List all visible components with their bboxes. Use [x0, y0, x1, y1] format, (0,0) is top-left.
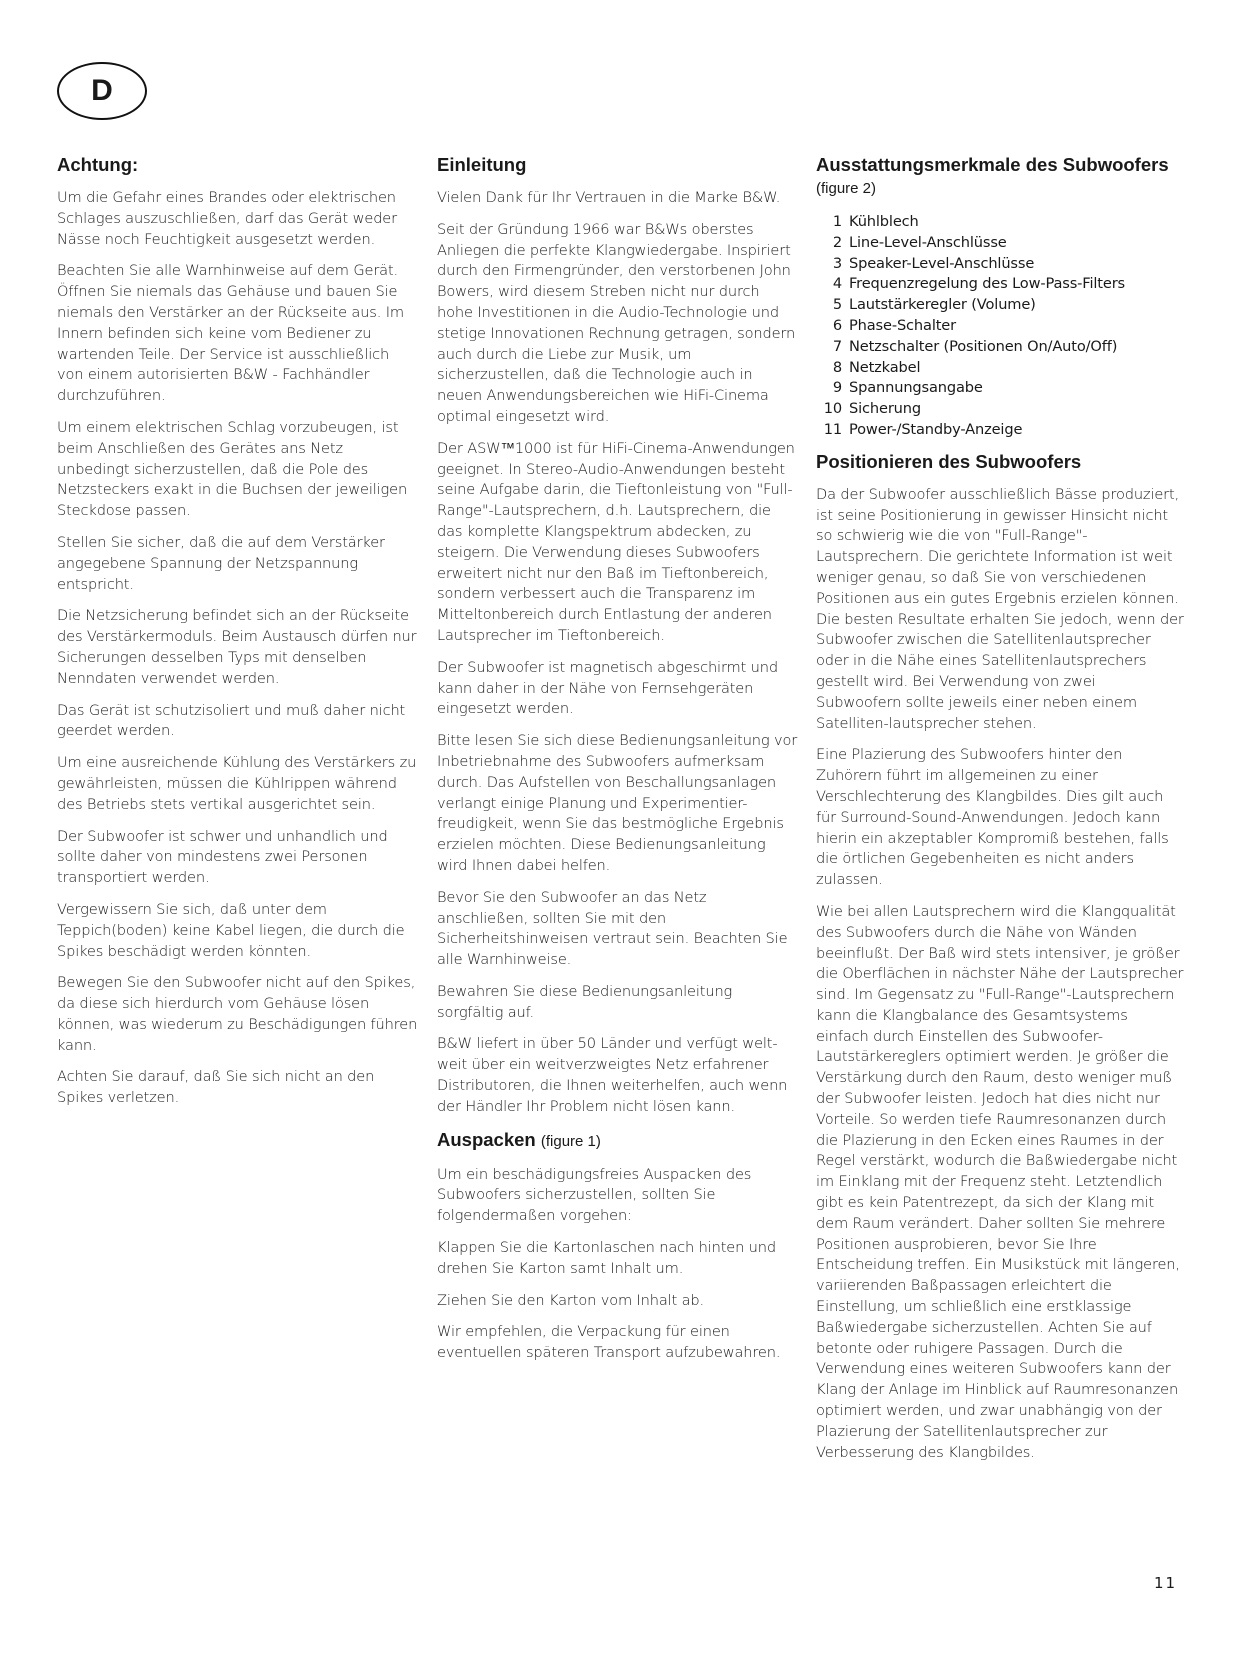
paragraph: Bitte lesen Sie sich diese Bedienungsanleitung vor Inbetriebnahme des Subwoofers aufmerksam durch. Das Aufstellen von Beschallungsanlagen verlangt einige Planung und Experimentier-freudigkeit, wenn Sie das bestmögliche Ergebnis erzielen möchten. Diese Bedienungsanleitung wird Ihnen dabei helfen. [437, 732, 798, 874]
paragraph: Wir empfehlen, die Verpackung für einen eventuellen späteren Transport aufzubewahren. [437, 1323, 781, 1362]
item-label: Line-Level-Anschlüsse [849, 233, 1007, 251]
item-label: Sicherung [849, 400, 921, 418]
figure-ref: (figure 1) [540, 1132, 601, 1150]
item-number: 11 [823, 420, 842, 438]
paragraph: Da der Subwoofer ausschließlich Bässe produziert, ist seine Positionierung in gewisser Hinsicht nicht so schwierig wie die von "Full-Range"-Lautsprechern. Die gerichtete Information ist weit weniger genau, so daß Sie von verschiedenen Positionen aus ein gutes Ergebnis erzielen können. Die besten Resultate erhalten Sie jedoch, wenn der Subwoofer zwischen die Satellitenlautsprecher oder in die Nähe eines Satellitenlautsprechers gestellt wird. Bei Verwendung von zwei Subwoofern sollte jeweils einer neben einem Satelliten-lautsprecher stehen. [816, 485, 1184, 732]
item-number: 10 [823, 400, 842, 418]
page-number: 11 [1154, 1574, 1178, 1592]
paragraph: Bevor Sie den Subwoofer an das Netz anschließen, sollten Sie mit den Sicherheitshinweisen vertraut sein. Beachten Sie alle Warnhinweise. [437, 888, 788, 969]
item-label: Kühlblech [849, 213, 919, 230]
paragraph: Klappen Sie die Kartonlaschen nach hinten und drehen Sie Karton samt Inhalt um. [437, 1239, 776, 1277]
list-item [816, 233, 1184, 254]
list-item [816, 399, 1184, 420]
paragraph: Eine Plazierung des Subwoofers hinter den Zuhörern führt im allgemeinen zu einer Verschlechterung des Klangbildes. Dies gilt auch für Surround-Sound-Anwendungen. Jedoch kann hierin ein akzeptabler Kompromiß bestehen, falls die örtlichen Gegebenheiten es nicht anders zulassen. [816, 746, 1169, 889]
paragraph: Die Netzsicherung befindet sich an der Rückseite des Verstärkermoduls. Beim Austausch dürfen nur Sicherungen desselben Typs mit denselben Nenndaten verwendet werden. [57, 607, 417, 687]
paragraph: Achten Sie darauf, daß Sie sich nicht an den Spikes verletzen. [57, 1068, 375, 1107]
item-number: 1 [832, 213, 842, 230]
item-number: 8 [832, 358, 842, 376]
item-label: Frequenzregelung des Low-Pass-Filters [849, 275, 1125, 293]
heading-einleitung: Einleitung [437, 154, 527, 175]
list-item [816, 274, 1184, 295]
heading-auspacken [437, 1129, 799, 1153]
paragraph: Der Subwoofer ist magnetisch abgeschirmt und kann daher in der Nähe von Fernsehgeräten eingesetzt werden. [437, 658, 778, 718]
paragraph: Stellen Sie sicher, daß die auf dem Verstärker angegebene Spannung der Netzspannung entspricht. [57, 533, 385, 593]
paragraph: Beachten Sie alle Warnhinweise auf dem Gerät. Öffnen Sie niemals das Gehäuse und bauen Sie niemals den Verstärker an der Rückseite aus. Im Innern befinden sich keine vom Bediener zu wartenden Teile. Der Service ist ausschließlich von einem autorisierten B&W - Fachhändler durchzuführen. [57, 262, 404, 405]
heading-achtung: Achtung: [57, 154, 139, 175]
item-label: Speaker-Level-Anschlüsse [849, 254, 1035, 272]
list-item [816, 420, 1184, 441]
paragraph: Um einem elektrischen Schlag vorzubeugen, ist beim Anschließen des Gerätes ans Netz unbedingt sicherzustellen, daß die Pole des Netzsteckers exakt in die Buchsen der jeweiligen Steckdose passen. [57, 418, 408, 520]
item-number: 9 [832, 379, 842, 397]
paragraph: Das Gerät ist schutzisoliert und muß daher nicht geerdet werden. [57, 701, 406, 740]
item-label: Netzschalter (Positionen On/Auto/Off) [849, 337, 1118, 355]
item-number: 3 [832, 254, 842, 272]
heading-positionieren: Positionieren des Subwoofers [816, 450, 1082, 472]
item-label: Lautstärkeregler (Volume) [849, 296, 1036, 314]
paragraph: Um eine ausreichende Kühlung des Verstärkers zu gewährleisten, müssen die Kühlrippen während des Betriebs stets vertikal ausgerichtet sein. [57, 754, 417, 813]
list-item [816, 254, 1184, 275]
item-number: 5 [832, 296, 842, 314]
list-item [816, 212, 1184, 233]
language-badge: D [57, 62, 147, 120]
item-label: Power-/Standby-Anzeige [849, 420, 1023, 438]
list-item [816, 358, 1184, 379]
figure-ref: (figure 2) [816, 180, 877, 197]
paragraph: Wie bei allen Lautsprechern wird die Klangqualität des Subwoofers durch die Nähe von Wänden beeinflußt. Der Baß wird stets intensiver, je größer die Oberflächen in nächster Nähe der Lautsprecher sind. Im Gegensatz zu "Full-Range"-Lautsprechern kann die Klangbalance des Gesamtsystems einfach durch Einstellen des Subwoofer-Lautstärkereglers optimiert werden. Je größer die Verstärkung durch den Raum, desto weniger muß der Subwoofer leisten. Jedoch hat dies nicht nur Vorteile. So werden tiefe Raumresonanzen durch die Plazierung in den Ecken eines Raumes in der Regel verstärkt, wodurch die Baßwiedergabe nicht im Einklang mit der Frequenz steht. Letztendlich gibt es kein Patentrezept, da sich der Klang mit dem Raum verändert. Daher sollten Sie mehrere Positionen ausprobieren, bevor Sie Ihre Entscheidung treffen. Ein Musikstück mit längeren, variierenden Baßpassagen erleichtert die Einstellung, um schließlich eine erstklassige Baßwiedergabe sicherzustellen. Achten Sie auf betonte oder ruhigere Passagen. Durch die Verwendung eines weiteren Subwoofers kann der Klang der Anlage im Hinblick auf Raumresonanzen optimiert werden, und zwar unabhängig von der Plazierung der Satellitenlautsprecher zur Verbesserung des Klangbildes. [816, 902, 1184, 1461]
list-item [816, 295, 1184, 316]
column-achtung [57, 154, 419, 1120]
paragraph: B&W liefert in über 50 Länder und verfügt welt-weit über ein weitverzweigtes Netz erfahrener Distributoren, die Ihnen weiterhelfen, auch wenn der Händler Ihr Problem nicht lösen kann. [437, 1035, 788, 1115]
item-label: Phase-Schalter [849, 316, 956, 334]
column-einleitung [437, 154, 799, 1375]
item-label: Spannungsangabe [849, 379, 983, 397]
paragraph: Um ein beschädigungsfreies Auspacken des Subwoofers sicherzustellen, sollten Sie folgendermaßen vorgehen: [437, 1165, 752, 1225]
paragraph: Vergewissern Sie sich, daß unter dem Teppich(boden) keine Kabel liegen, die durch die Spikes beschädigt werden könnten. [57, 900, 405, 960]
item-number: 6 [832, 316, 842, 334]
item-number: 2 [832, 233, 842, 251]
feature-list [816, 212, 1184, 441]
paragraph: Der ASW™1000 ist für HiFi-Cinema-Anwendungen geeignet. In Stereo-Audio-Anwendungen besteht seine Aufgabe darin, die Tieftonleistung von "Full-Range"-Lautsprechern, d.h. Lautsprechern, die das komplette Klangspektrum abdecken, zu steigern. Die Verwendung dieses Subwoofers erweitert nicht nur den Baß im Tieftonbereich, sondern verbessert auch die Transparenz im Mitteltonbereich durch Entlastung der anderen Lautsprecher im Tieftonbereich. [437, 439, 795, 644]
paragraph: Vielen Dank für Ihr Vertrauen in die Marke B&W. [437, 189, 781, 206]
item-number: 4 [832, 275, 842, 293]
list-item [816, 337, 1184, 358]
paragraph: Um die Gefahr eines Brandes oder elektrischen Schlages auszuschließen, darf das Gerät weder Nässe noch Feuchtigkeit ausgesetzt werden. [57, 189, 397, 248]
item-number: 7 [832, 337, 842, 355]
list-item [816, 378, 1184, 399]
paragraph: Bewegen Sie den Subwoofer nicht auf den Spikes, da diese sich hierdurch vom Gehäuse lösen können, was wiederum zu Beschädigungen führen kann. [57, 974, 418, 1054]
heading-auspacken-text: Auspacken [437, 1128, 536, 1150]
paragraph: Seit der Gründung 1966 war B&Ws oberstes Anliegen die perfekte Klangwiedergabe. Inspiriert durch den Firmengründer, den verstorbenen John Bowers, wird diesem Streben nicht nur durch hohe Investitionen in die Audio-Technologie und stetige Innovationen Rechnung getragen, sondern auch durch die Liebe zur Musik, um sicherzustellen, daß die Technologie auch in neuen Anwendungsbereichen wie HiFi-Cinema optimal eingesetzt wird. [437, 220, 796, 425]
item-label: Netzkabel [849, 358, 921, 376]
paragraph: Bewahren Sie diese Bedienungsanleitung sorgfältig auf. [437, 982, 733, 1021]
heading-ausstattung [816, 154, 1184, 200]
column-ausstattung [816, 154, 1184, 1474]
paragraph: Der Subwoofer ist schwer und unhandlich und sollte daher von mindestens zwei Personen transportiert werden. [57, 827, 388, 887]
paragraph: Ziehen Sie den Karton vom Inhalt ab. [437, 1291, 705, 1309]
list-item [816, 316, 1184, 337]
heading-ausstattung-text: Ausstattungsmerkmale des Subwoofers [816, 154, 1169, 175]
